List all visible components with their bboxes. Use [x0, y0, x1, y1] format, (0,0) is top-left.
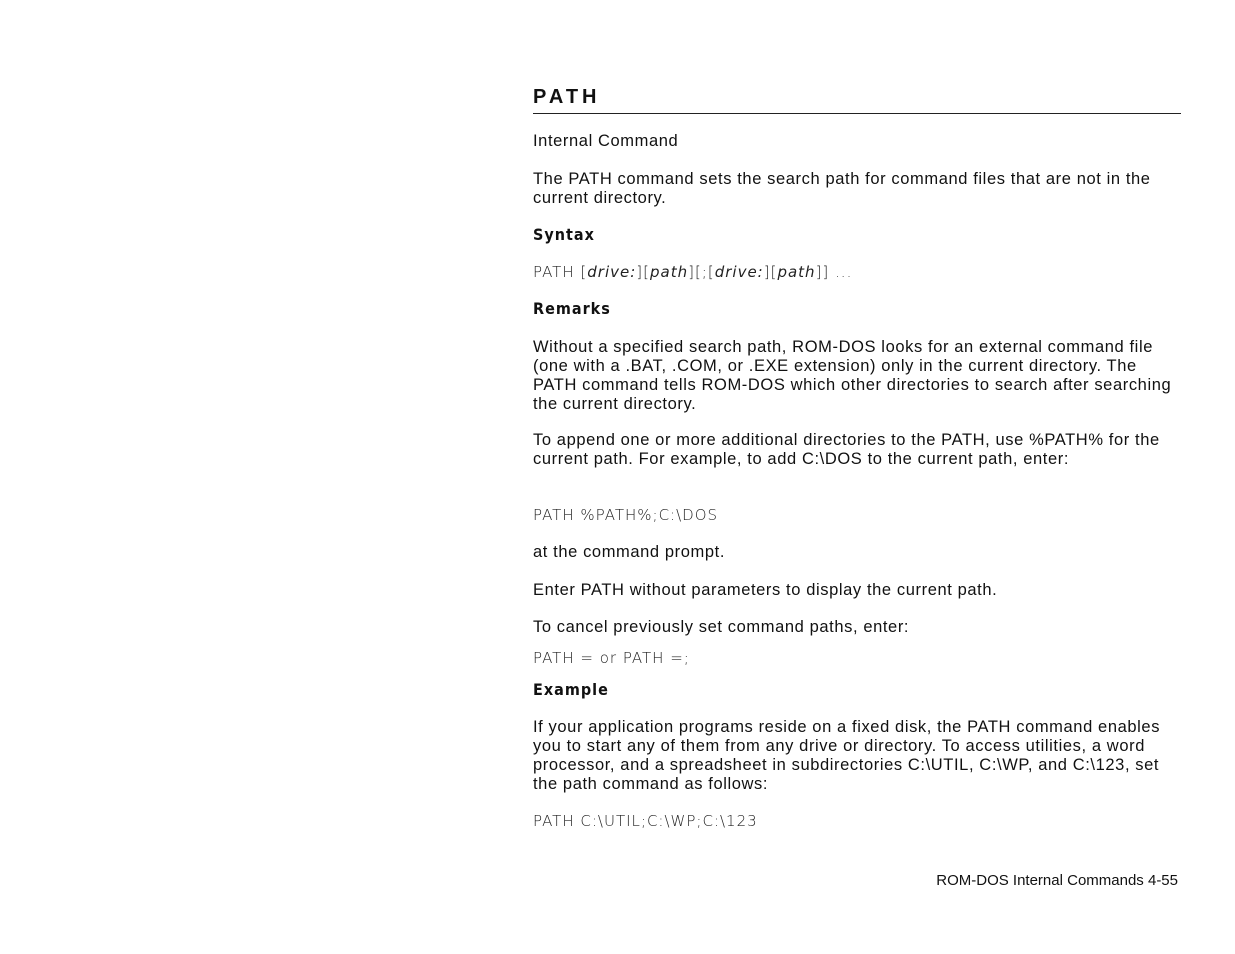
remarks-paragraph-4: Enter PATH without parameters to display the current path. [533, 581, 998, 599]
syntax-prefix: PATH [ [533, 263, 588, 281]
syntax-drive: drive: [714, 263, 764, 281]
example-heading: Example [533, 680, 609, 699]
command-type: Internal Command [533, 132, 679, 150]
page-footer: ROM-DOS Internal Commands 4-55 [936, 872, 1178, 889]
code-example-append: PATH %PATH%;C:\DOS [533, 506, 719, 524]
syntax-sep: ][ [636, 263, 650, 281]
syntax-drive: drive: [587, 263, 637, 281]
remarks-heading: Remarks [533, 299, 611, 318]
code-example-cancel: PATH = or PATH =; [533, 649, 690, 667]
syntax-path: path [777, 263, 816, 281]
syntax-sep: ][;[ [688, 263, 715, 281]
remarks-paragraph-2: To append one or more additional directories to the PATH, use %PATH% for the current path. For example, to add C:\DOS to the current path, enter: [533, 431, 1160, 468]
remarks-paragraph-3: at the command prompt. [533, 543, 726, 561]
remarks-paragraph-5: To cancel previously set command paths, enter: [533, 618, 910, 636]
syntax-heading: Syntax [533, 225, 595, 244]
syntax-suffix: ]] ... [815, 263, 853, 281]
syntax-sep: ][ [763, 263, 778, 281]
intro-paragraph: The PATH command sets the search path for command files that are not in the current directory. [533, 170, 1151, 207]
remarks-paragraph-1: Without a specified search path, ROM-DOS looks for an external command file (one with a .BAT, .COM, or .EXE extension) only in the current directory. The PATH command tells ROM-DOS which other directories to search after searching the current directory. [533, 338, 1172, 413]
page-title: PATH [533, 86, 1181, 114]
syntax-line [533, 263, 1181, 281]
example-paragraph: If your application programs reside on a fixed disk, the PATH command enables you to start any of them from any drive or directory. To access utilities, a word processor, and a spreadsheet in subdirectories C:\UTIL, C:\WP, and C:\123, set the path command as follows: [533, 718, 1161, 793]
code-example-path: PATH C:\UTIL;C:\WP;C:\123 [533, 812, 758, 830]
syntax-path: path [649, 263, 689, 281]
